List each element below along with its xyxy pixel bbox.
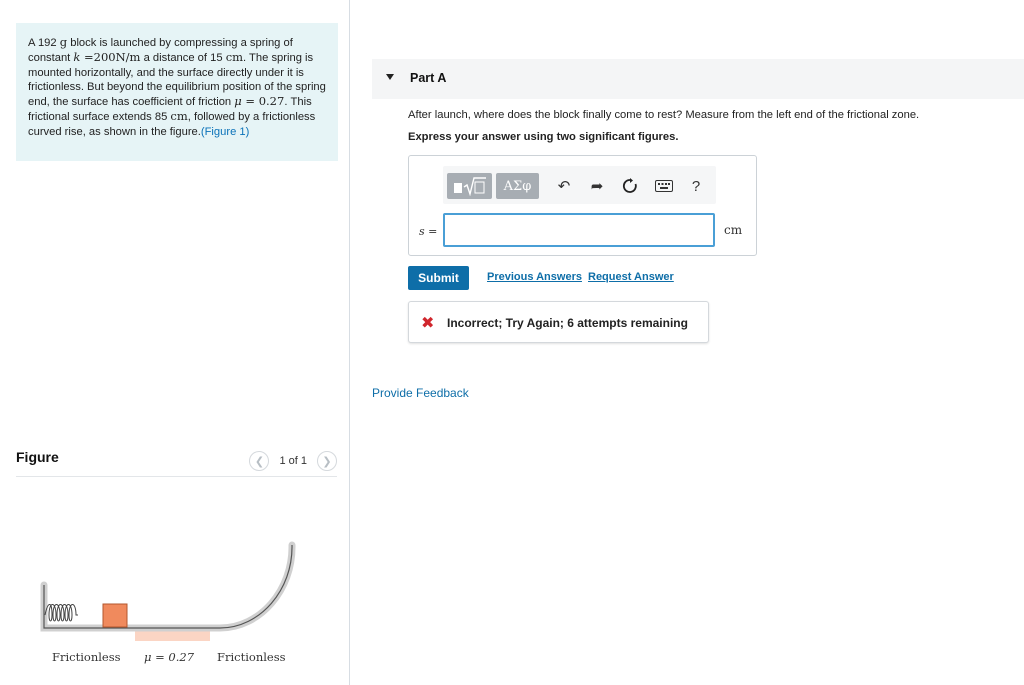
figure-link[interactable]: (Figure 1) (200, 125, 250, 138)
part-title: Part A (410, 71, 447, 85)
error-x-icon: ✖ (421, 313, 435, 332)
label-frictionless-left: Frictionless (52, 650, 121, 664)
answer-input[interactable] (443, 213, 715, 247)
problem-statement (16, 23, 338, 161)
math-unit-cm: cm (225, 50, 244, 65)
label-mu: μ = 0.27 (144, 650, 195, 664)
problem-text: A 192 (28, 37, 60, 49)
left-pane (0, 0, 350, 685)
keyboard-glyph (655, 180, 673, 192)
math-mu (234, 94, 284, 108)
math-mu-symbol: μ (234, 94, 242, 109)
part-a-header[interactable] (372, 59, 1024, 99)
problem-text: a distance of 15 (140, 52, 226, 65)
spring (45, 605, 78, 622)
question-text: After launch, where does the block finally come to rest? Measure from the left end of the frictional zone. (408, 109, 920, 121)
feedback-text: Incorrect; Try Again; 6 attempts remaining (447, 316, 688, 330)
reset-icon[interactable] (619, 175, 641, 197)
redo-icon[interactable]: ➦ (590, 178, 604, 195)
problem-text: block is launched by compressing a spring of constant (28, 37, 293, 65)
pager-count: 1 of 1 (279, 455, 307, 467)
track-surface (44, 545, 292, 628)
chevron-right-icon[interactable]: ❯ (317, 451, 337, 471)
math-unit-cm: cm (170, 109, 188, 124)
problem-text: , followed by a frictionless curved rise, as shown in the figure. (28, 111, 316, 138)
chevron-left-icon[interactable]: ❮ (249, 451, 269, 471)
greek-symbols-button[interactable]: ΑΣφ (496, 173, 539, 199)
figure-header (16, 447, 337, 477)
variable-label: s = (419, 225, 438, 238)
instruction-text: Express your answer using two significant figures. (408, 131, 679, 143)
previous-answers-link[interactable]: Previous Answers (487, 271, 582, 283)
request-answer-link[interactable]: Request Answer (588, 271, 674, 283)
answer-box (408, 155, 757, 256)
math-toolbar (443, 166, 716, 204)
figure-diagram (30, 535, 330, 675)
block (103, 604, 127, 627)
submit-button[interactable]: Submit (408, 266, 469, 290)
help-button[interactable]: ? (691, 177, 701, 195)
template-glyph (453, 176, 487, 196)
caret-down-icon[interactable] (386, 74, 394, 80)
keyboard-icon[interactable] (653, 175, 675, 197)
reset-glyph (622, 178, 638, 194)
undo-icon[interactable]: ↶ (557, 178, 571, 195)
math-k-value: =200N/m (80, 50, 141, 65)
sqrt-template-icon[interactable] (447, 173, 492, 199)
math-mu-value: = 0.27 (241, 94, 285, 109)
math-k (73, 50, 140, 64)
right-pane (350, 0, 1024, 685)
provide-feedback-link[interactable]: Provide Feedback (372, 386, 469, 400)
math-k-symbol: k (73, 50, 81, 65)
problem-text: . The spring is mounted horizontally, and the surface directly under it is frictionless. But beyond the equilibrium position of the spring end, the surface has coefficient of friction (28, 52, 326, 109)
label-frictionless-right: Frictionless (217, 650, 286, 664)
figure-pager (249, 451, 337, 471)
problem-text: . This frictional surface extends 85 (28, 96, 312, 124)
math-unit-g: g (59, 35, 68, 49)
feedback-box (408, 301, 709, 343)
unit-label: cm (724, 223, 743, 237)
figure-title: Figure (16, 449, 59, 465)
